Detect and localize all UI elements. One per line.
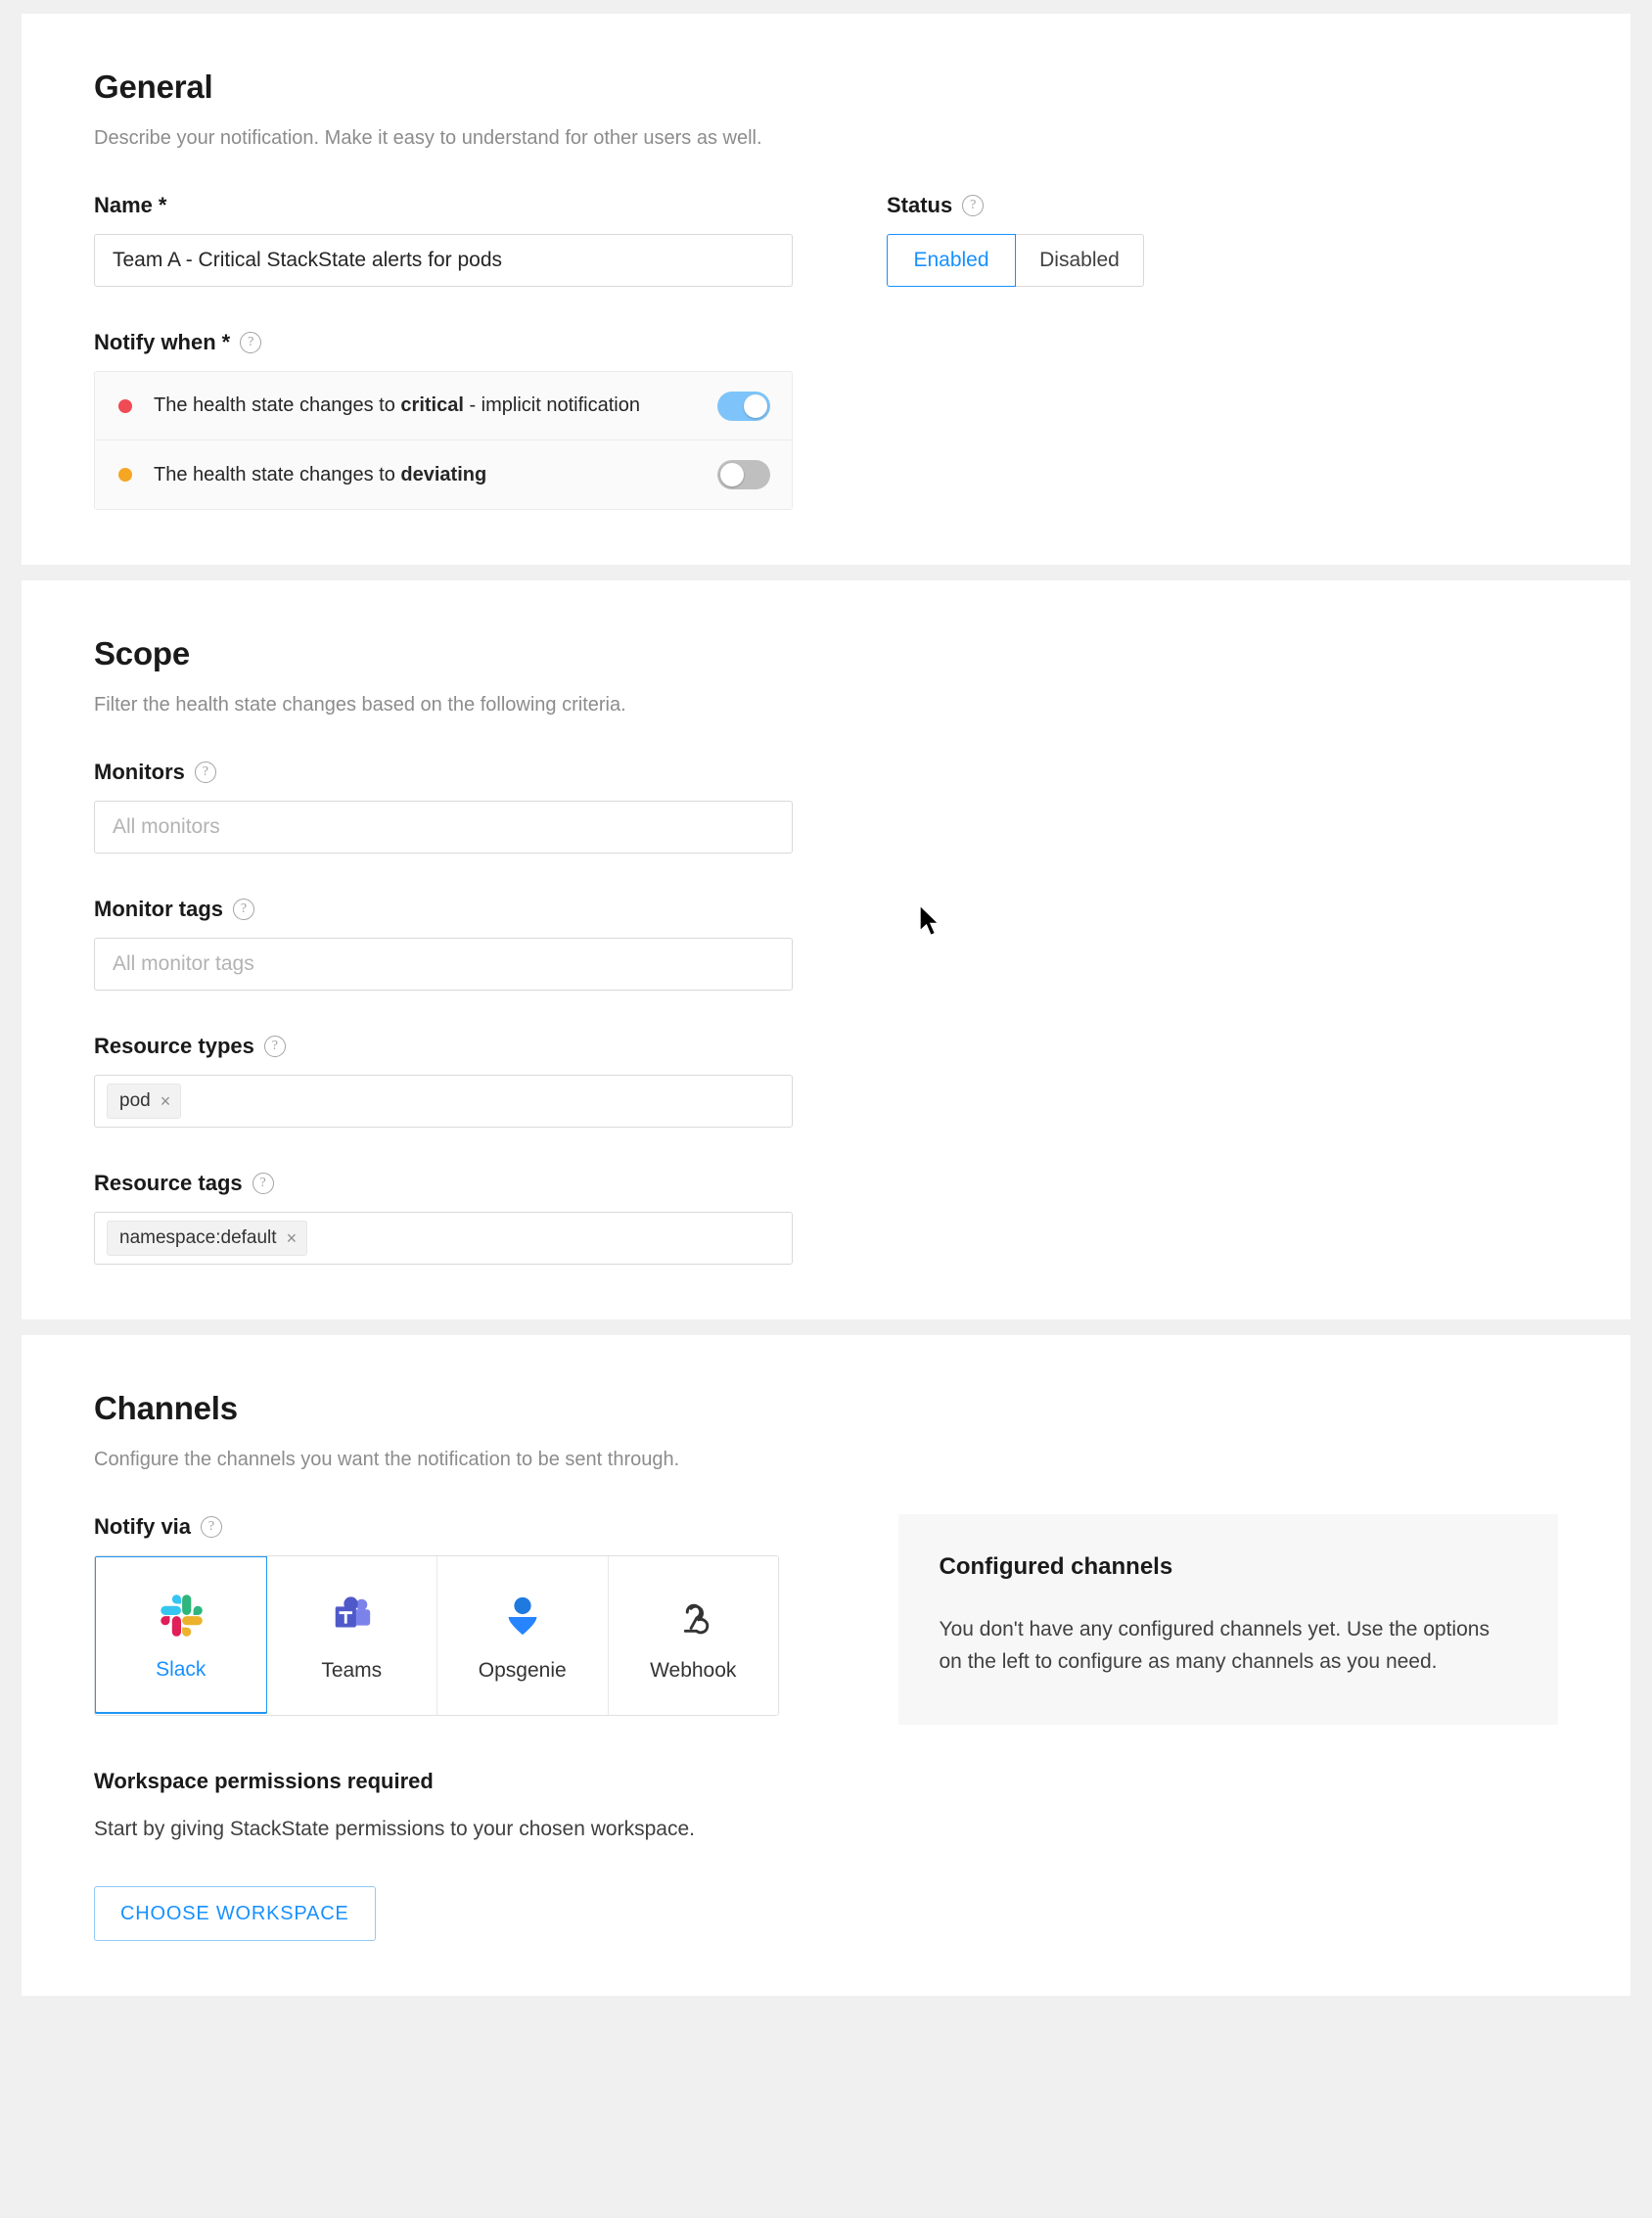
remove-tag-icon[interactable]: ×	[286, 1227, 298, 1248]
notify-when-list	[94, 371, 793, 510]
status-label	[887, 193, 1558, 218]
resource-types-label-text: Resource types	[94, 1034, 254, 1058]
permissions-heading: Workspace permissions required	[94, 1769, 434, 1793]
monitor-tags-input[interactable]	[94, 938, 793, 991]
channel-option-slack[interactable]	[94, 1555, 268, 1714]
resource-tags-label	[94, 1171, 1558, 1196]
resource-types-input[interactable]	[94, 1075, 793, 1128]
channel-option-teams[interactable]	[267, 1556, 438, 1715]
tag-chip[interactable]	[107, 1221, 307, 1256]
general-description: Describe your notification. Make it easy to understand for other users as well.	[94, 127, 762, 149]
scope-title: Scope	[94, 635, 191, 671]
tag-label: pod	[119, 1090, 151, 1111]
opsgenie-icon	[500, 1589, 545, 1643]
channel-option-label: Teams	[321, 1659, 383, 1682]
general-title: General	[94, 69, 213, 105]
webhook-icon	[670, 1589, 715, 1643]
scope-section	[22, 580, 1630, 1319]
notify-rule-toggle[interactable]	[717, 460, 770, 489]
teams-icon	[329, 1589, 374, 1643]
notify-when-required-marker: *	[221, 330, 231, 354]
notify-when-label-text: Notify when	[94, 330, 216, 354]
status-dot-deviating-icon	[118, 468, 132, 482]
name-label	[94, 193, 867, 218]
remove-tag-icon[interactable]: ×	[160, 1090, 171, 1111]
notify-when-label	[94, 330, 1558, 355]
notify-rule-text: The health state changes to critical - implicit notification	[154, 394, 640, 416]
section-divider	[22, 565, 1630, 580]
channel-option-label: Webhook	[650, 1659, 737, 1682]
resource-tags-input[interactable]	[94, 1212, 793, 1265]
channel-options	[94, 1555, 779, 1716]
channels-title: Channels	[94, 1390, 238, 1426]
help-icon[interactable]: ?	[264, 1036, 286, 1057]
channel-option-opsgenie[interactable]	[437, 1556, 609, 1715]
notification-settings-page	[22, 14, 1630, 1996]
name-required-marker: *	[158, 193, 167, 217]
resource-tags-label-text: Resource tags	[94, 1171, 243, 1195]
name-input[interactable]	[94, 234, 793, 287]
status-toggle-group	[887, 234, 1558, 287]
monitors-input[interactable]	[94, 801, 793, 854]
help-icon[interactable]: ?	[962, 195, 984, 216]
channels-section	[22, 1335, 1630, 1996]
slack-icon	[159, 1588, 204, 1642]
monitors-label-text: Monitors	[94, 760, 185, 784]
help-icon[interactable]: ?	[195, 762, 216, 783]
channel-option-label: Slack	[156, 1658, 206, 1681]
resource-types-label	[94, 1034, 1558, 1059]
section-divider	[22, 1319, 1630, 1335]
notify-rule-row	[95, 440, 792, 509]
channel-option-label: Opsgenie	[478, 1659, 567, 1682]
help-icon[interactable]: ?	[252, 1173, 274, 1194]
status-dot-critical-icon	[118, 399, 132, 413]
status-disabled-button[interactable]: Disabled	[1015, 234, 1144, 287]
permissions-text: Start by giving StackState permissions to your chosen workspace.	[94, 1818, 695, 1840]
configured-channels-text: You don't have any configured channels yet. Use the options on the left to configure as many channels as you need.	[939, 1618, 1490, 1673]
channels-description: Configure the channels you want the notification to be sent through.	[94, 1449, 680, 1470]
status-enabled-button[interactable]: Enabled	[887, 234, 1016, 287]
help-icon[interactable]: ?	[233, 899, 254, 920]
choose-workspace-button[interactable]: CHOOSE WORKSPACE	[94, 1886, 376, 1941]
general-section	[22, 14, 1630, 565]
notify-rule-toggle[interactable]	[717, 392, 770, 421]
name-label-text: Name	[94, 193, 153, 217]
notify-via-label	[94, 1514, 812, 1540]
help-icon[interactable]: ?	[201, 1516, 222, 1538]
monitor-tags-label-text: Monitor tags	[94, 897, 223, 921]
configured-channels-panel	[898, 1514, 1559, 1725]
channel-option-webhook[interactable]	[609, 1556, 779, 1715]
status-label-text: Status	[887, 193, 953, 217]
configured-channels-title: Configured channels	[939, 1553, 1173, 1580]
help-icon[interactable]: ?	[240, 332, 261, 353]
notify-rule-row	[95, 372, 792, 440]
tag-label: namespace:default	[119, 1227, 277, 1248]
tag-chip[interactable]	[107, 1084, 181, 1119]
scope-description: Filter the health state changes based on the following criteria.	[94, 694, 626, 716]
monitor-tags-label	[94, 897, 1558, 922]
notify-via-label-text: Notify via	[94, 1514, 192, 1539]
notify-rule-text: The health state changes to deviating	[154, 463, 487, 485]
monitors-label	[94, 760, 1558, 785]
